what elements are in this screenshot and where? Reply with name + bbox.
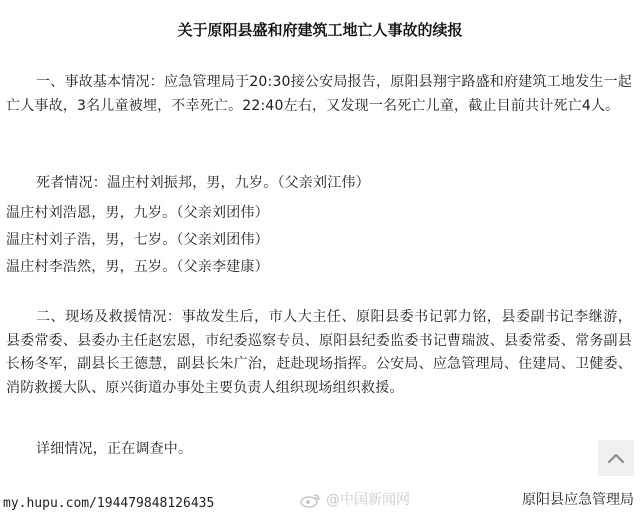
weibo-logo-icon: [300, 492, 322, 508]
section-accident-overview: 一、事故基本情况：应急管理局于20:30接公安局报告，原阳县翔宇路盛和府建筑工地发生一起亡人事故，3名儿童被埋，不幸死亡。22:40左右，又发现一名死亡儿童，截止目前共计死亡4人。: [6, 74, 632, 114]
source-watermark: my.hupu.com/194479848126435: [0, 494, 217, 514]
issuer-signature: 原阳县应急管理局: [522, 492, 634, 508]
chevron-up-icon: [607, 452, 625, 464]
victim-line-1: 死者情况：温庄村刘振邦，男，九岁。（父亲刘江伟）: [36, 175, 370, 191]
section-rescue: 二、现场及救援情况：事故发生后，市人大主任、原阳县委书记郭力铭，县委副书记李继游，县委常委、县委办主任赵宏恩，市纪委巡察专员、原阳县纪委监委书记曹瑞波、县委常委、常务副县长杨冬军，副县长王德慧，副县长朱广治，赶赴现场指挥。公安局、应急管理局、住建局、卫健委、消防救援大队、原兴街道办事处主要负责人组织现场组织救援。: [6, 309, 632, 396]
victim-line-3: 温庄村刘子浩，男，七岁。（父亲刘团伟）: [6, 232, 269, 248]
victim-line-4: 温庄村李浩然，男，五岁。（父亲李建康）: [6, 259, 269, 275]
document-title: 关于原阳县盛和府建筑工地亡人事故的续报: [177, 21, 463, 39]
closing-line: 详细情况，正在调查中。: [36, 441, 193, 457]
weibo-watermark-text: @中国新闻网: [326, 492, 410, 508]
scroll-to-top-button[interactable]: [598, 440, 634, 476]
victim-line-2: 温庄村刘浩恩，男，九岁。（父亲刘团伟）: [6, 205, 269, 221]
weibo-watermark: [300, 490, 410, 510]
